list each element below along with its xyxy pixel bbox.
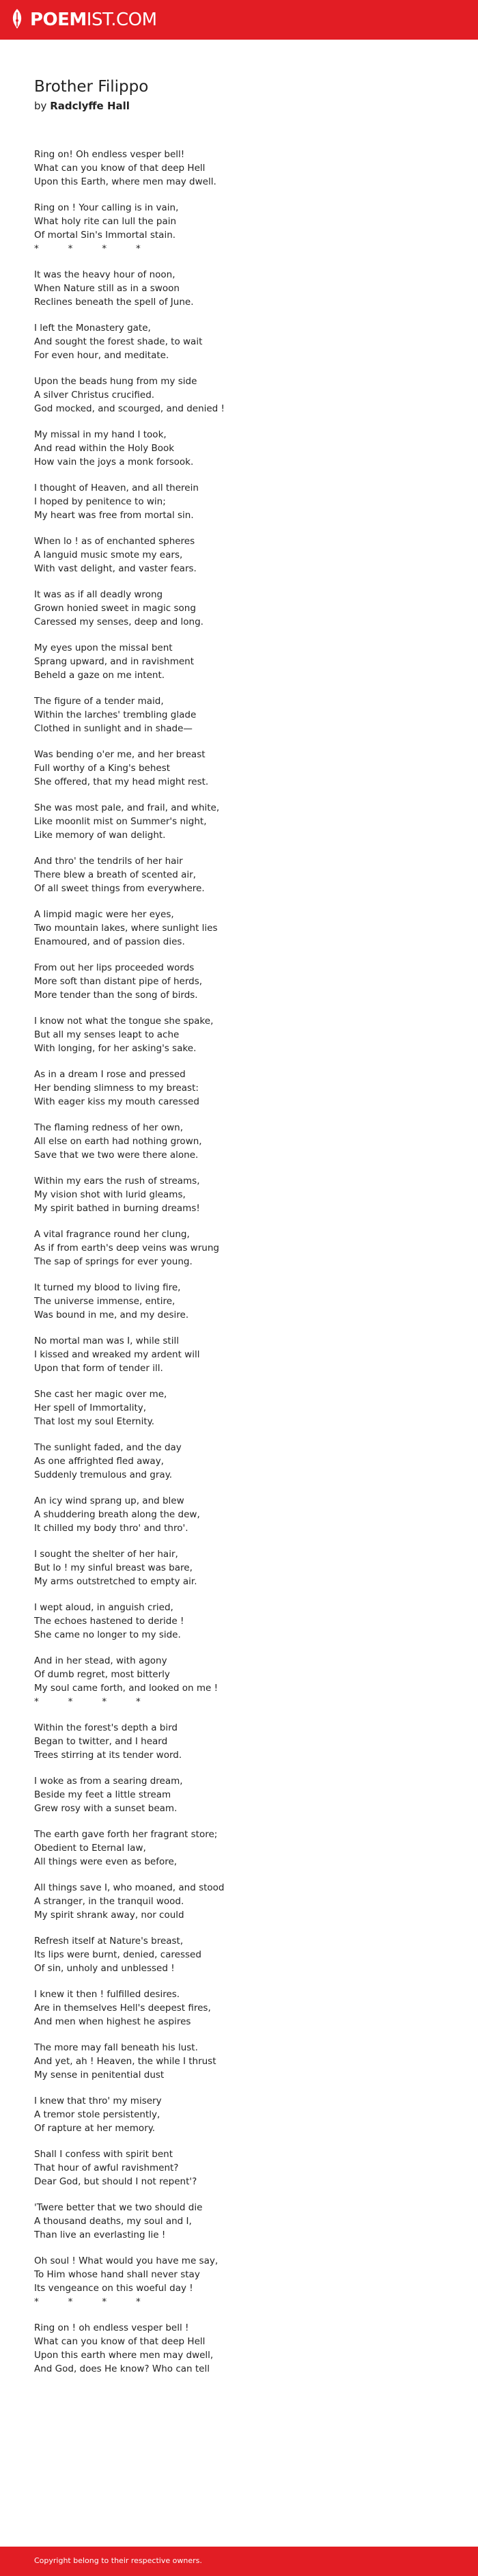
logo-bold: POEM bbox=[30, 10, 87, 30]
poem-line: * * * * bbox=[34, 243, 141, 254]
poem-line: My missal in my hand I took, bbox=[34, 429, 167, 440]
poem-line: Of rapture at her memory. bbox=[34, 2123, 156, 2134]
poem-line: Reclines beneath the spell of June. bbox=[34, 297, 194, 308]
poem-line: And God, does He know? Who can tell bbox=[34, 2363, 210, 2374]
poem-line: Full worthy of a King's behest bbox=[34, 763, 171, 774]
logo-wordmark bbox=[30, 10, 157, 30]
poem-line: And thro' the tendrils of her hair bbox=[34, 856, 183, 867]
poem-line: Enamoured, and of passion dies. bbox=[34, 936, 185, 947]
poem-line: I kissed and wreaked my ardent will bbox=[34, 1349, 200, 1360]
stanza bbox=[34, 2094, 444, 2135]
poem-line: And men when highest he aspires bbox=[34, 2016, 191, 2027]
poem-line: The figure of a tender maid, bbox=[34, 696, 164, 707]
poem-line: Upon that form of tender ill. bbox=[34, 1363, 163, 1374]
poem-line: I hoped by penitence to win; bbox=[34, 496, 166, 507]
poem-line: My vision shot with lurid gleams, bbox=[34, 1189, 186, 1200]
poem-line: A shuddering breath along the dew, bbox=[34, 1509, 200, 1520]
poem-line: A thousand deaths, my soul and I, bbox=[34, 2216, 192, 2227]
poem-line: God mocked, and scourged, and denied ! bbox=[34, 403, 225, 414]
poem-line: Like memory of wan delight. bbox=[34, 830, 166, 841]
stanza bbox=[34, 2321, 444, 2376]
stanza bbox=[34, 1281, 444, 1322]
poem-line: My soul came forth, and looked on me ! bbox=[34, 1683, 218, 1694]
poem-line: With eager kiss my mouth caressed bbox=[34, 1096, 199, 1107]
poem-line: I know not what the tongue she spake, bbox=[34, 1016, 214, 1027]
poem-line: Within the forest's depth a bird bbox=[34, 1722, 178, 1733]
poem-line: Refresh itself at Nature's breast, bbox=[34, 1936, 184, 1947]
stanza bbox=[34, 1988, 444, 2029]
poem-line: The universe immense, entire, bbox=[34, 1296, 175, 1307]
stanza bbox=[34, 481, 444, 522]
poem-line: To Him whose hand shall never stay bbox=[34, 2269, 200, 2280]
site-header bbox=[0, 0, 478, 40]
poem-line: That hour of awful ravishment? bbox=[34, 2163, 179, 2173]
poem-line: Her bending slimness to my breast: bbox=[34, 1083, 199, 1094]
poem-line: Obedient to Eternal law, bbox=[34, 1843, 146, 1854]
poem-line: Its vengeance on this woeful day ! bbox=[34, 2283, 193, 2294]
poem-line: Of sin, unholy and unblessed ! bbox=[34, 1963, 175, 1974]
stanza bbox=[34, 1121, 444, 1162]
stanza bbox=[34, 268, 444, 309]
poem-line: Grew rosy with a sunset beam. bbox=[34, 1803, 178, 1814]
poem-line: Ring on! Oh endless vesper bell! bbox=[34, 149, 185, 160]
poem-line: Sprang upward, and in ravishment bbox=[34, 656, 195, 667]
poem-line: It was as if all deadly wrong bbox=[34, 589, 163, 600]
stanza bbox=[34, 428, 444, 469]
poem-line: With longing, for her asking's sake. bbox=[34, 1043, 197, 1054]
stanza bbox=[34, 1654, 444, 1709]
stanza bbox=[34, 1828, 444, 1869]
stanza bbox=[34, 641, 444, 682]
stanza bbox=[34, 1494, 444, 1535]
poem-line: Within the larches' trembling glade bbox=[34, 709, 197, 720]
poem-line: And in her stead, with agony bbox=[34, 1655, 167, 1666]
poem-line: Shall I confess with spirit bent bbox=[34, 2149, 173, 2160]
poem-line: Grown honied sweet in magic song bbox=[34, 603, 196, 614]
poem-line: I thought of Heaven, and all therein bbox=[34, 483, 199, 493]
poem-line: As in a dream I rose and pressed bbox=[34, 1069, 186, 1080]
poem-line: The earth gave forth her fragrant store; bbox=[34, 1829, 218, 1840]
poem-line: The more may fall beneath his lust. bbox=[34, 2042, 198, 2053]
poem-line: I left the Monastery gate, bbox=[34, 323, 151, 334]
poem-title: Brother Filippo bbox=[34, 78, 149, 96]
quill-pen-icon bbox=[10, 8, 25, 31]
stanza bbox=[34, 1601, 444, 1642]
poem-line: Her spell of Immortality, bbox=[34, 1402, 147, 1413]
poem-line: Of all sweet things from everywhere. bbox=[34, 883, 205, 894]
stanza bbox=[34, 2254, 444, 2309]
poem-line: Began to twitter, and I heard bbox=[34, 1736, 168, 1747]
poem-line: My spirit bathed in burning dreams! bbox=[34, 1203, 200, 1214]
poem-line: * * * * bbox=[34, 1696, 141, 1707]
poem-line: No mortal man was I, while still bbox=[34, 1336, 179, 1346]
poem-line: With vast delight, and vaster fears. bbox=[34, 563, 197, 574]
poem-line: Upon the beads hung from my side bbox=[34, 376, 197, 387]
poem-line: She was most pale, and frail, and white, bbox=[34, 802, 220, 813]
stanza bbox=[34, 534, 444, 575]
stanza bbox=[34, 694, 444, 735]
poem-line: Suddenly tremulous and gray. bbox=[34, 1469, 173, 1480]
poem-line: A limpid magic were her eyes, bbox=[34, 909, 174, 920]
stanza bbox=[34, 1934, 444, 1975]
poem-line: Of mortal Sin's Immortal stain. bbox=[34, 230, 176, 241]
poem-line: I knew that thro' my misery bbox=[34, 2096, 162, 2106]
poem-line: Oh soul ! What would you have me say, bbox=[34, 2255, 219, 2266]
stanza bbox=[34, 801, 444, 842]
poem-line: Its lips were burnt, denied, caressed bbox=[34, 1949, 201, 1960]
poem-line: Two mountain lakes, where sunlight lies bbox=[34, 923, 218, 934]
poem-line: For even hour, and meditate. bbox=[34, 350, 169, 361]
poem-line: That lost my soul Eternity. bbox=[34, 1416, 155, 1427]
poem-line: It chilled my body thro' and thro'. bbox=[34, 1523, 188, 1534]
stanza bbox=[34, 1014, 444, 1055]
poem-line: What holy rite can lull the pain bbox=[34, 216, 177, 227]
stanza bbox=[34, 375, 444, 416]
stanza bbox=[34, 2147, 444, 2188]
footer-copyright: Copyright belong to their respective owners. bbox=[34, 2556, 202, 2565]
poem-line: Trees stirring at its tender word. bbox=[34, 1750, 182, 1761]
stanza bbox=[34, 1068, 444, 1109]
poem-line: She came no longer to my side. bbox=[34, 1629, 181, 1640]
logo-light: IST.COM bbox=[86, 10, 157, 30]
poem-line: The flaming redness of her own, bbox=[34, 1122, 183, 1133]
poem-line: I wept aloud, in anguish cried, bbox=[34, 1602, 173, 1613]
stanza bbox=[34, 961, 444, 1002]
poem-line: All else on earth had nothing grown, bbox=[34, 1136, 202, 1147]
poem-line: The echoes hastened to deride ! bbox=[34, 1616, 184, 1627]
stanza bbox=[34, 1881, 444, 1922]
poem-line: A vital fragrance round her clung, bbox=[34, 1229, 190, 1240]
author-link[interactable]: Radclyffe Hall bbox=[50, 100, 130, 112]
poem-line: All things were even as before, bbox=[34, 1856, 178, 1867]
stanza bbox=[34, 908, 444, 949]
stanza bbox=[34, 1441, 444, 1482]
poem-line: But all my senses leapt to ache bbox=[34, 1029, 180, 1040]
poem-line: More tender than the song of birds. bbox=[34, 990, 198, 1001]
poem-line: Are in themselves Hell's deepest fires, bbox=[34, 2003, 211, 2014]
byline bbox=[34, 98, 444, 113]
poem-line: Beside my feet a little stream bbox=[34, 1789, 171, 1800]
poem-line: Caressed my senses, deep and long. bbox=[34, 616, 203, 627]
poem-line: There blew a breath of scented air, bbox=[34, 869, 196, 880]
poem-line: All things save I, who moaned, and stood bbox=[34, 1882, 225, 1893]
stanza bbox=[34, 1228, 444, 1269]
poem-container bbox=[34, 77, 444, 2388]
stanza bbox=[34, 2201, 444, 2242]
stanza bbox=[34, 1774, 444, 1815]
poem-line: Like moonlit mist on Summer's night, bbox=[34, 816, 207, 827]
poem-line: And read within the Holy Book bbox=[34, 443, 175, 454]
poem-line: My eyes upon the missal bent bbox=[34, 642, 173, 653]
poem-line: From out her lips proceeded words bbox=[34, 962, 195, 973]
poem-line: An icy wind sprang up, and blew bbox=[34, 1495, 184, 1506]
poem-line: Clothed in sunlight and in shade— bbox=[34, 723, 193, 734]
poem-line: A stranger, in the tranquil wood. bbox=[34, 1896, 184, 1907]
poem-line: A silver Christus crucified. bbox=[34, 390, 155, 401]
poem-line: I woke as from a searing dream, bbox=[34, 1776, 183, 1787]
poem-line: Beheld a gaze on me intent. bbox=[34, 670, 165, 681]
poem-line: As one affrighted fled away, bbox=[34, 1456, 164, 1467]
poem-line: Was bound in me, and my desire. bbox=[34, 1310, 189, 1320]
byline-prefix: by bbox=[34, 100, 47, 112]
poem-line: But lo ! my sinful breast was bare, bbox=[34, 1562, 193, 1573]
poem-body bbox=[34, 148, 444, 2376]
poem-line: How vain the joys a monk forsook. bbox=[34, 457, 194, 467]
poem-line: Dear God, but should I not repent'? bbox=[34, 2176, 197, 2187]
stanza bbox=[34, 1547, 444, 1588]
poem-line: And yet, ah ! Heaven, the while I thrust bbox=[34, 2056, 216, 2067]
stanza bbox=[34, 748, 444, 789]
poem-line: Ring on ! oh endless vesper bell ! bbox=[34, 2322, 189, 2333]
poem-line: My heart was free from mortal sin. bbox=[34, 510, 194, 521]
poem-line: She cast her magic over me, bbox=[34, 1389, 167, 1400]
stanza bbox=[34, 1174, 444, 1215]
poem-line: And sought the forest shade, to wait bbox=[34, 336, 203, 347]
poem-line: As if from earth's deep veins was wrung bbox=[34, 1243, 219, 1253]
poem-line: Than live an everlasting lie ! bbox=[34, 2229, 166, 2240]
poem-line: My arms outstretched to empty air. bbox=[34, 1576, 197, 1587]
stanza bbox=[34, 1387, 444, 1428]
stanza bbox=[34, 854, 444, 895]
poem-line: What can you know of that deep Hell bbox=[34, 2336, 206, 2347]
stanza bbox=[34, 148, 444, 189]
poem-line: Save that we two were there alone. bbox=[34, 1150, 199, 1161]
poem-line: I sought the shelter of her hair, bbox=[34, 1549, 178, 1560]
poem-line: A languid music smote my ears, bbox=[34, 550, 183, 560]
poem-line: The sap of springs for ever young. bbox=[34, 1256, 193, 1267]
stanza bbox=[34, 1334, 444, 1375]
stanza bbox=[34, 588, 444, 629]
poem-line: A tremor stole persistently, bbox=[34, 2109, 160, 2120]
site-footer bbox=[0, 2547, 478, 2576]
poem-line: She offered, that my head might rest. bbox=[34, 776, 209, 787]
poem-line: When lo ! as of enchanted spheres bbox=[34, 536, 195, 547]
poem-line: Upon this Earth, where men may dwell. bbox=[34, 176, 216, 187]
stanza bbox=[34, 321, 444, 362]
stanza bbox=[34, 2041, 444, 2082]
poem-line: More soft than distant pipe of herds, bbox=[34, 976, 203, 987]
poem-line: Of dumb regret, most bitterly bbox=[34, 1669, 170, 1680]
poem-line: What can you know of that deep Hell bbox=[34, 163, 206, 174]
stanza bbox=[34, 1721, 444, 1762]
poem-line: When Nature still as in a swoon bbox=[34, 283, 180, 294]
poem-line: My spirit shrank away, nor could bbox=[34, 1910, 184, 1921]
poem-line: Was bending o'er me, and her breast bbox=[34, 749, 206, 760]
poem-line: Within my ears the rush of streams, bbox=[34, 1176, 200, 1187]
poem-line: My sense in penitential dust bbox=[34, 2070, 165, 2080]
poem-line: Ring on ! Your calling is in vain, bbox=[34, 202, 179, 213]
site-logo[interactable] bbox=[10, 7, 157, 33]
poem-line: 'Twere better that we two should die bbox=[34, 2202, 203, 2213]
poem-line: It turned my blood to living fire, bbox=[34, 1282, 181, 1293]
poem-line: * * * * bbox=[34, 2296, 141, 2307]
poem-line: The sunlight faded, and the day bbox=[34, 1442, 182, 1453]
poem-line: I knew it then ! fulfilled desires. bbox=[34, 1989, 180, 2000]
poem-line: It was the heavy hour of noon, bbox=[34, 269, 175, 280]
poem-line: Upon this earth where men may dwell, bbox=[34, 2350, 214, 2361]
stanza bbox=[34, 201, 444, 256]
